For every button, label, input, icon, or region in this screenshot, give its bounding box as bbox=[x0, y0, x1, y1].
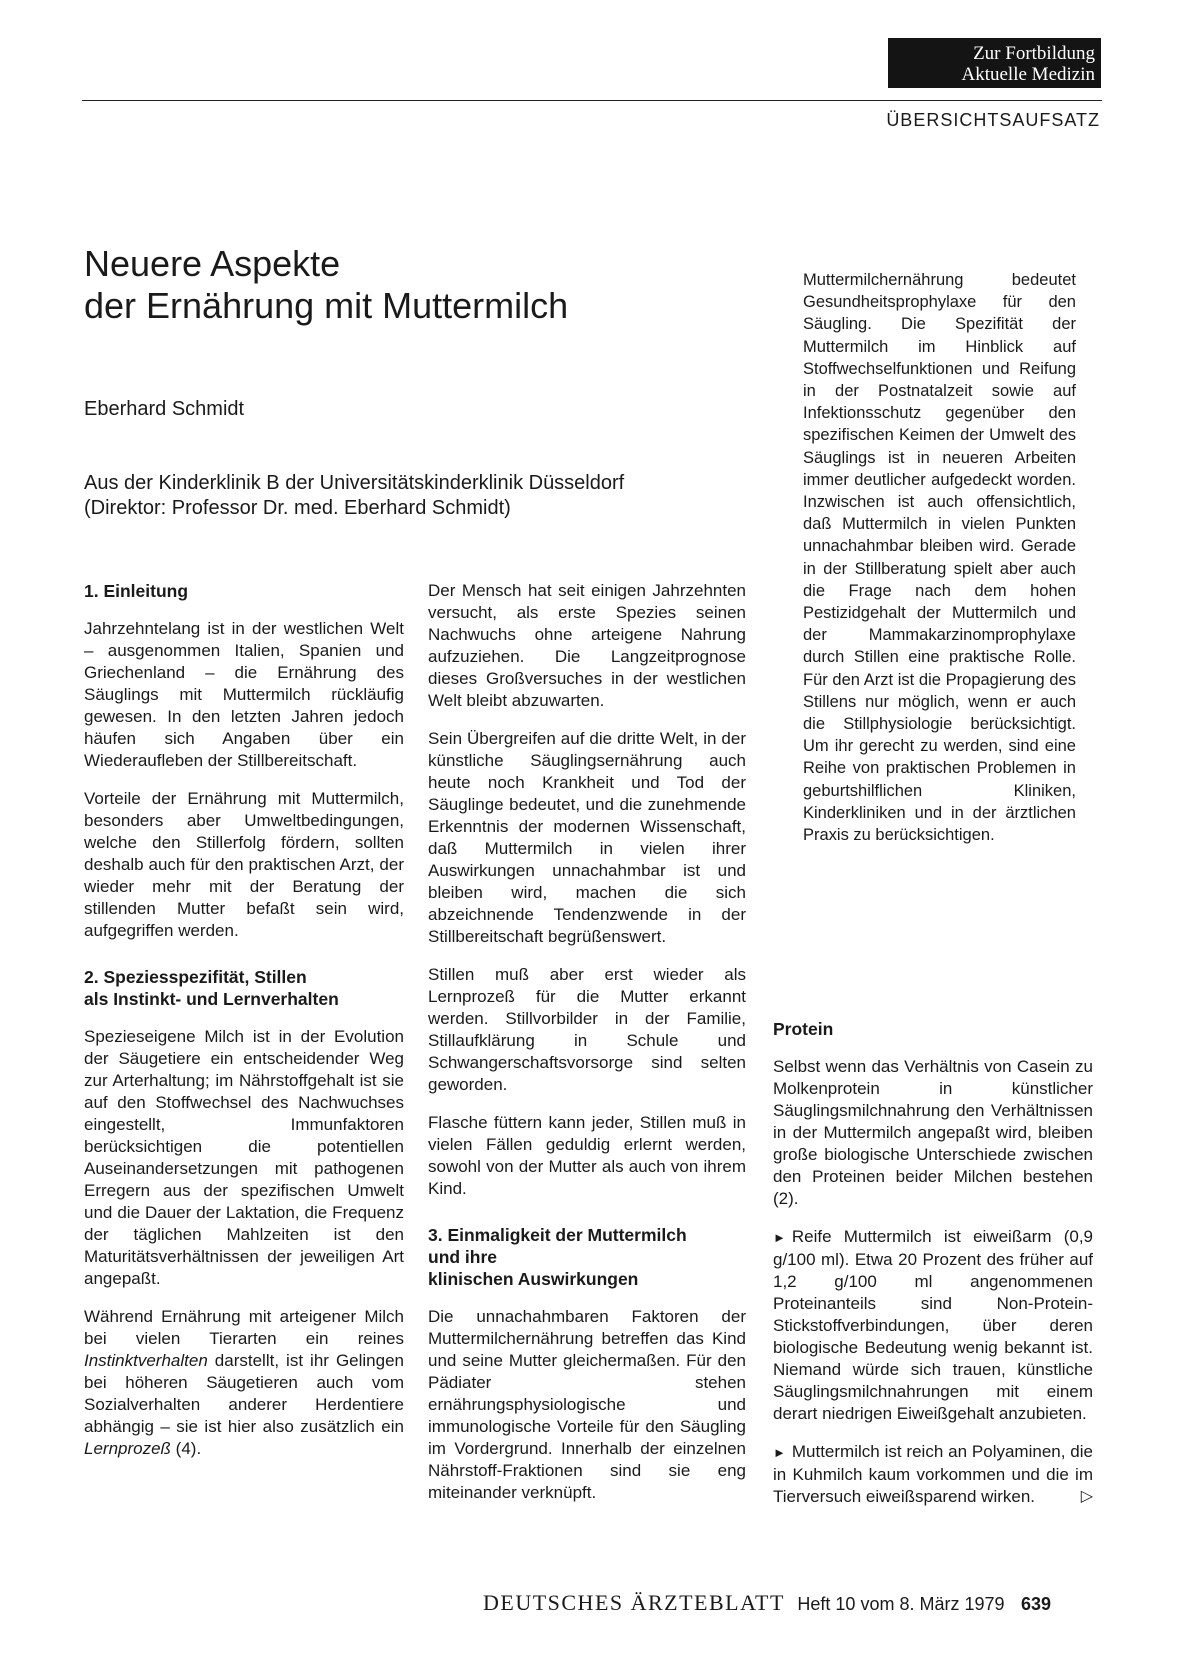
continue-arrow-icon: ▷ bbox=[1080, 1488, 1093, 1505]
paragraph bbox=[84, 1306, 404, 1460]
category-badge bbox=[888, 38, 1101, 88]
paragraph: Sein Übergreifen auf die dritte Welt, in der künstliche Säuglingsernährung auch heute noch Krankheit und Tod der Säuglinge bedeutet, und die zunehmende Erkenntnis der modernen Wissenschaft, daß Muttermilch in vielen ihrer Auswirkungen unnachahmbar ist und bleiben wird, machen die sich abzeichnende Tendenzwende in der Stillbereitschaft begrüßenswert. bbox=[428, 729, 746, 946]
issue-info: Heft 10 vom 8. März 1979 bbox=[797, 1594, 1005, 1614]
bullet-paragraph bbox=[773, 1226, 1093, 1425]
paragraph: Vorteile der Ernährung mit Muttermilch, besonders aber Umweltbedingungen, welche den Stillerfolg fördern, sollten deshalb auch für den praktischen Arzt, der wieder mehr mit der Beratung der stillenden Mutter befaßt sein wird, aufgegriffen werden. bbox=[84, 789, 404, 940]
column-2 bbox=[428, 580, 746, 1520]
heading-line: 3. Einmaligkeit der Muttermilch bbox=[428, 1225, 687, 1245]
section-label: ÜBERSICHTSAUFSATZ bbox=[886, 110, 1100, 130]
triangle-bullet-icon: ► bbox=[773, 1445, 786, 1460]
article-title bbox=[84, 243, 568, 327]
heading-line: klinischen Auswirkungen bbox=[428, 1269, 639, 1289]
author: Eberhard Schmidt bbox=[84, 398, 245, 420]
paragraph: Flasche füttern kann jeder, Stillen muß in vielen Fällen geduldig erlernt werden, sowohl von der Mutter als auch von ihrem Kind. bbox=[428, 1113, 746, 1198]
affiliation-line-1: Aus der Kinderklinik B der Universitätskinderklinik Düsseldorf bbox=[84, 472, 625, 494]
affiliation bbox=[84, 471, 624, 521]
text-run: darstellt, ist ihr Gelingen bei höheren Säugetieren auch vom Sozialverhalten anderer Herdentiere abhängig – sie ist hier also zusätzlich ein bbox=[84, 1351, 404, 1436]
affiliation-line-2: (Direktor: Professor Dr. med. Eberhard Schmidt) bbox=[84, 497, 511, 519]
paragraph: Stillen muß aber erst wieder als Lernprozeß für die Mutter erkannt werden. Stillvorbilder in der Familie, Stillaufklärung in Schule und Schwangerschaftsvorsorge sind selten geworden. bbox=[428, 965, 746, 1094]
journal-name: DEUTSCHES ÄRZTEBLATT bbox=[483, 1590, 785, 1615]
bullet-paragraph bbox=[773, 1441, 1093, 1508]
column-3-top bbox=[803, 269, 1076, 862]
heading-line: und ihre bbox=[428, 1247, 498, 1267]
text-run: Während Ernährung mit arteigener Milch bei vielen Tierarten ein reines bbox=[84, 1307, 404, 1348]
header-rule bbox=[82, 100, 1102, 101]
page-number: 639 bbox=[1020, 1594, 1052, 1614]
paragraph: Selbst wenn das Verhältnis von Casein zu Molkenprotein in künstlicher Säuglingsmilchnahrung den Verhältnissen in der Muttermilch angepaßt wird, bleiben große biologische Unterschiede zwischen den Proteinen beider Milchen bestehen (2). bbox=[773, 1057, 1093, 1208]
text-run: Muttermilch ist reich an Polyaminen, die in Kuhmilch kaum vorkommen und die im Tierversuch eiweißsparend wirken. bbox=[773, 1442, 1093, 1506]
paragraph: Spezieseigene Milch ist in der Evolution der Säugetiere ein entscheidender Weg zur Arterhaltung; im Nährstoffgehalt ist sie auf den Stoffwechsel des Nachwuchses eingestellt, Immunfaktoren berücksichtigen die potentiellen Auseinandersetzungen mit pathogenen Erregern aus der spezifischen Umwelt und die Dauer der Laktation, die Frequenz der täglichen Mahlzeiten ist den Maturitätsverhältnissen der jeweiligen Art angepaßt. bbox=[84, 1027, 404, 1288]
text-run: Reife Muttermilch ist eiweißarm (0,9 g/100 ml). Etwa 20 Prozent des früher auf 1,2 g/100 ml angenommenen Proteinanteils sind Non-Protein-Stickstoffverbindungen, über deren biologische Bedeutung wenig bekannt ist. Niemand würde sich trauen, künstliche Säuglingsmilchnahrungen mit einem derart niedrigen Eiweißgehalt anzubieten. bbox=[773, 1227, 1093, 1423]
badge-line-1: Zur Fortbildung bbox=[973, 43, 1095, 64]
text-run: (4). bbox=[170, 1439, 202, 1458]
paragraph: Der Mensch hat seit einigen Jahrzehnten versucht, als erste Spezies seinen Nachwuchs ohne arteigene Nahrung aufzuziehen. Die Langzeitprognose dieses Großversuches in der westlichen Welt bleibt abzuwarten. bbox=[428, 581, 746, 710]
heading-einmaligkeit bbox=[428, 1224, 746, 1290]
column-3-bottom bbox=[773, 1018, 1093, 1524]
triangle-bullet-icon: ► bbox=[773, 1230, 786, 1245]
column-1 bbox=[84, 580, 404, 1476]
heading-line: als Instinkt- und Lernverhalten bbox=[84, 989, 339, 1009]
paragraph: Muttermilchernährung bedeutet Gesundheitsprophylaxe für den Säugling. Die Spezifität der Muttermilch im Hinblick auf Stoffwechselfunktionen und Reifung in der Postnatalzeit sowie auf Infektionsschutz gegenüber den spezifischen Keimen der Umwelt des Säuglings ist in neueren Arbeiten immer deutlicher aufgedeckt worden. Inzwischen ist auch offensichtlich, daß Muttermilch in vielen Punkten unnachahmbar bleiben wird. Gerade in der Stillberatung spielt aber auch die Frage nach dem hohen Pestizidgehalt der Muttermilch und der Mammakarzinomprophylaxe durch Stillen eine praktische Rolle. Für den Arzt ist die Propagierung des Stillens nur möglich, wenn er auch die Stillphysiologie berücksichtigt. Um ihr gerecht zu werden, sind eine Reihe von praktischen Problemen in geburtshilflichen Kliniken, Kinderkliniken und in der ärztlichen Praxis zu berücksichtigen. bbox=[803, 271, 1076, 845]
heading-line: 2. Speziesspezifität, Stillen bbox=[84, 967, 307, 987]
italic-term: Lernprozeß bbox=[84, 1439, 171, 1458]
italic-term: Instinktverhalten bbox=[84, 1351, 208, 1370]
heading-speziesspezifitaet bbox=[84, 966, 404, 1010]
badge-line-2: Aktuelle Medizin bbox=[961, 64, 1095, 85]
heading-protein: Protein bbox=[773, 1019, 834, 1039]
paragraph: Jahrzehntelang ist in der westlichen Welt – ausgenommen Italien, Spanien und Griechenland – die Ernährung des Säuglings mit Muttermilch rückläufig gewesen. In den letzten Jahren jedoch häufen sich Angaben über ein Wiederaufleben der Stillbereitschaft. bbox=[84, 619, 404, 770]
title-line-1: Neuere Aspekte bbox=[84, 243, 341, 284]
page-footer bbox=[483, 1590, 1051, 1616]
title-line-2: der Ernährung mit Muttermilch bbox=[84, 285, 569, 326]
paragraph: Die unnachahmbaren Faktoren der Muttermilchernährung betreffen das Kind und seine Mutter gleichermaßen. Für den Pädiater stehen ernährungsphysiologische und immunologische Vorteile für den Säugling im Vordergrund. Innerhalb der einzelnen Nährstoff-Fraktionen sind sie eng miteinander verknüpft. bbox=[428, 1307, 746, 1502]
heading-einleitung: 1. Einleitung bbox=[84, 581, 189, 601]
